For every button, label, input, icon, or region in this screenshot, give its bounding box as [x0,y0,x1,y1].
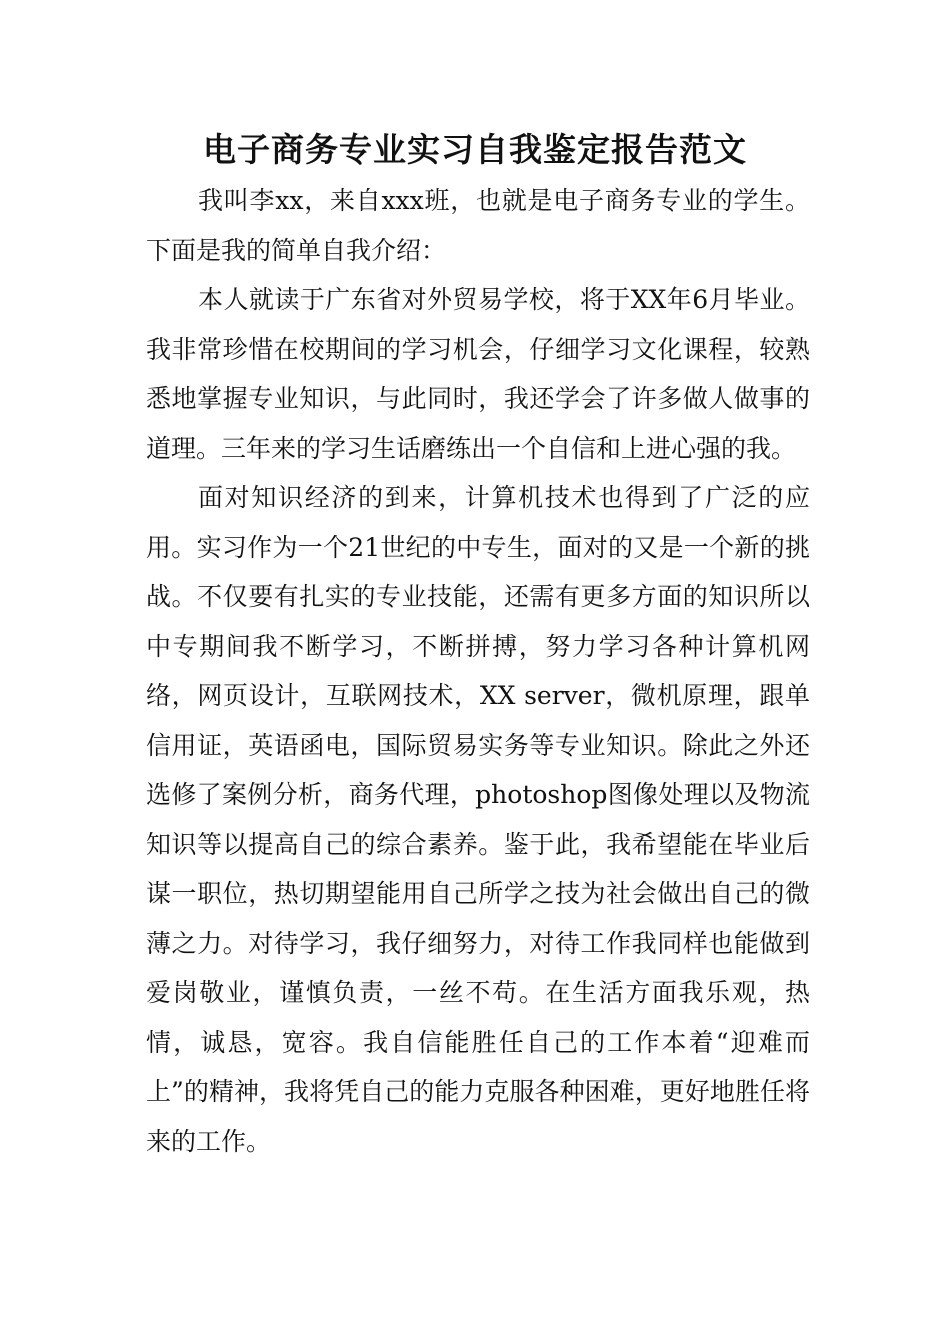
document-body [146,176,810,1166]
document-title: 电子商务专业实习自我鉴定报告范文 [203,130,747,169]
paragraph-education: 本人就读于广东省对外贸易学校，将于XX年6月毕业。我非常珍惜在校期间的学习机会，仔细学习文化课程，较熟悉地掌握专业知识，与此同时，我还学会了许多做人做事的道理。三年来的学习生话磨练出一个自信和上进心强的我。 [146,285,810,463]
paragraph-intro: 我叫李xx，来自xxx班，也就是电子商务专业的学生。下面是我的简单自我介绍： [146,186,810,265]
paragraph-skills: 面对知识经济的到来，计算机技术也得到了广泛的应用。实习作为一个21世纪的中专生，面对的又是一个新的挑战。不仅要有扎实的专业技能，还需有更多方面的知识所以中专期间我不断学习，不断拼搏，努力学习各种计算机网络，网页设计，互联网技术，XX server，微机原理，跟单信用证，英语函电，国际贸易实务等专业知识。除此之外还选修了案例分析，商务代理，photoshop图像处理以及物流知识等以提高自己的综合素养。鉴于此，我希望能在毕业后谋一职位，热切期望能用自己所学之技为社会做出自己的微薄之力。对待学习，我仔细努力，对待工作我同样也能做到爱岗敬业，谨慎负责，一丝不苟。在生活方面我乐观，热情，诚恳，宽容。我自信能胜任自己的工作本着“迎难而上”的精神，我将凭自己的能力克服各种困难，更好地胜任将来的工作。 [146,483,810,1156]
